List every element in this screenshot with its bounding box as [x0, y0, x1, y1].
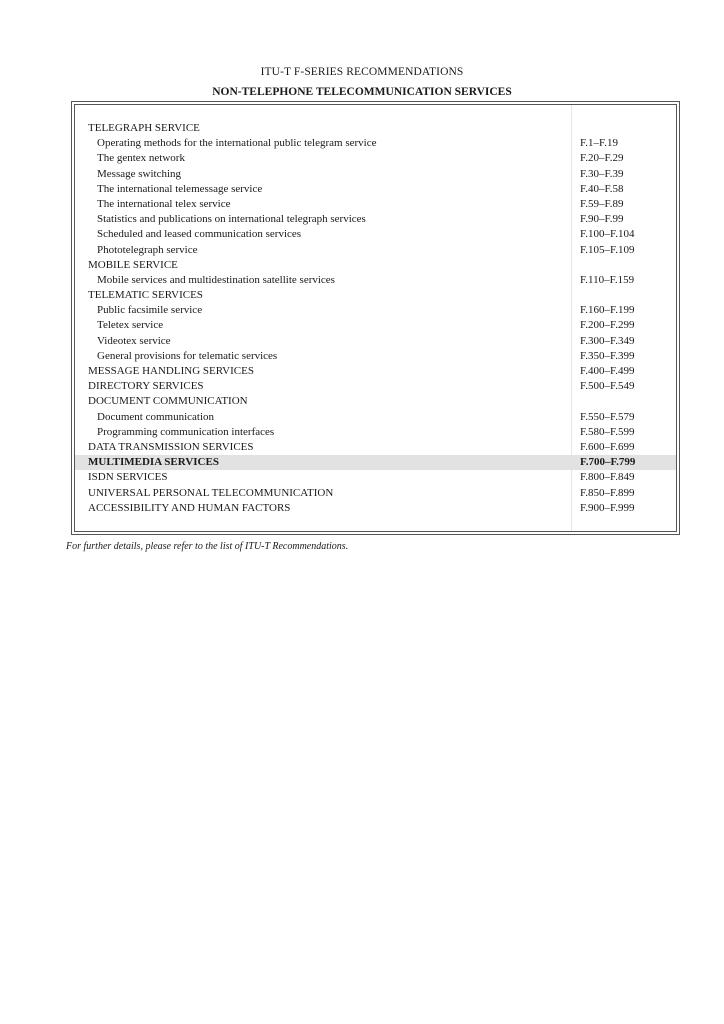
table-row: [75, 455, 676, 470]
recommendation-range: F.105–F.109: [580, 243, 635, 256]
series-subtitle: NON-TELEPHONE TELECOMMUNICATION SERVICES: [212, 86, 512, 98]
table-row: [75, 486, 676, 501]
table-row: [75, 182, 676, 197]
table-row: [75, 273, 676, 288]
table-row: [75, 136, 676, 151]
table-row: [75, 379, 676, 394]
subsection-label: Public facsimile service: [97, 304, 203, 317]
recommendation-range: F.59–F.89: [580, 197, 624, 210]
table-row: [75, 364, 676, 379]
recommendation-range: F.900–F.999: [580, 501, 635, 514]
recommendation-range: F.700–F.799: [580, 456, 636, 469]
table-row: [75, 425, 676, 440]
subsection-label: Phototelegraph service: [97, 243, 198, 256]
table-row: [75, 440, 676, 455]
recommendation-range: F.160–F.199: [580, 304, 635, 317]
series-title: ITU-T F-SERIES RECOMMENDATIONS: [260, 66, 464, 78]
recommendation-range: F.30–F.39: [580, 167, 624, 180]
table-row: [75, 288, 676, 303]
table-row: [75, 227, 676, 242]
table-row: [75, 394, 676, 409]
subsection-label: Document communication: [97, 410, 214, 423]
section-label: MOBILE SERVICE: [88, 258, 178, 271]
recommendation-range: F.800–F.849: [580, 471, 635, 484]
recommendation-range: F.100–F.104: [580, 228, 635, 241]
recommendation-range: F.600–F.699: [580, 440, 635, 453]
section-label: TELEGRAPH SERVICE: [88, 122, 200, 134]
table-row: [75, 410, 676, 425]
footnote: For further details, please refer to the list of ITU-T Recommendations.: [66, 541, 349, 552]
table-row: [75, 197, 676, 212]
table-row: [75, 121, 676, 136]
table-row: [75, 303, 676, 318]
table-row: [75, 243, 676, 258]
subsection-label: Videotex service: [97, 334, 171, 347]
table-row: [75, 470, 676, 485]
subsection-label: Mobile services and multidestination satellite services: [97, 273, 335, 286]
section-label: ACCESSIBILITY AND HUMAN FACTORS: [88, 501, 291, 514]
table-row: [75, 258, 676, 273]
table-row: [75, 334, 676, 349]
recommendation-range: F.850–F.899: [580, 486, 635, 499]
subsection-label: Scheduled and leased communication services: [97, 228, 302, 241]
subsection-label: General provisions for telematic services: [97, 349, 278, 362]
section-label: MESSAGE HANDLING SERVICES: [88, 365, 254, 377]
subsection-label: The international telex service: [97, 197, 231, 210]
recommendation-range: F.580–F.599: [580, 425, 635, 438]
section-label: TELEMATIC SERVICES: [88, 289, 203, 302]
recommendation-range: F.20–F.29: [580, 152, 624, 165]
recommendation-range: F.110–F.159: [580, 273, 635, 286]
table-row: [75, 318, 676, 333]
recommendation-range: F.350–F.399: [580, 349, 635, 362]
recommendation-range: F.500–F.549: [580, 380, 635, 393]
section-label: UNIVERSAL PERSONAL TELECOMMUNICATION: [88, 486, 334, 499]
subsection-label: Teletex service: [97, 319, 164, 332]
section-label: MULTIMEDIA SERVICES: [88, 456, 219, 469]
section-label: DATA TRANSMISSION SERVICES: [88, 440, 254, 453]
table-row: [75, 212, 676, 227]
section-label: ISDN SERVICES: [88, 471, 168, 484]
table-row: [75, 349, 676, 364]
recommendation-range: F.40–F.58: [580, 182, 624, 195]
recommendation-range: F.550–F.579: [580, 410, 635, 423]
recommendation-range: F.200–F.299: [580, 319, 635, 332]
recommendations-table: [75, 121, 676, 516]
recommendation-range: F.1–F.19: [580, 137, 618, 150]
subsection-label: The gentex network: [97, 152, 185, 165]
subsection-label: Statistics and publications on international telegraph services: [97, 213, 366, 226]
subsection-label: Programming communication interfaces: [97, 425, 275, 438]
section-label: DOCUMENT COMMUNICATION: [88, 395, 248, 408]
recommendation-range: F.90–F.99: [580, 213, 624, 226]
subsection-label: The international telemessage service: [97, 182, 263, 195]
section-label: DIRECTORY SERVICES: [88, 380, 204, 393]
subsection-label: Operating methods for the international public telegram service: [97, 137, 377, 150]
recommendation-range: F.400–F.499: [580, 365, 635, 377]
table-row: [75, 151, 676, 166]
table-row: [75, 167, 676, 182]
recommendation-range: F.300–F.349: [580, 334, 635, 347]
table-row: [75, 501, 676, 516]
subsection-label: Message switching: [97, 167, 182, 180]
